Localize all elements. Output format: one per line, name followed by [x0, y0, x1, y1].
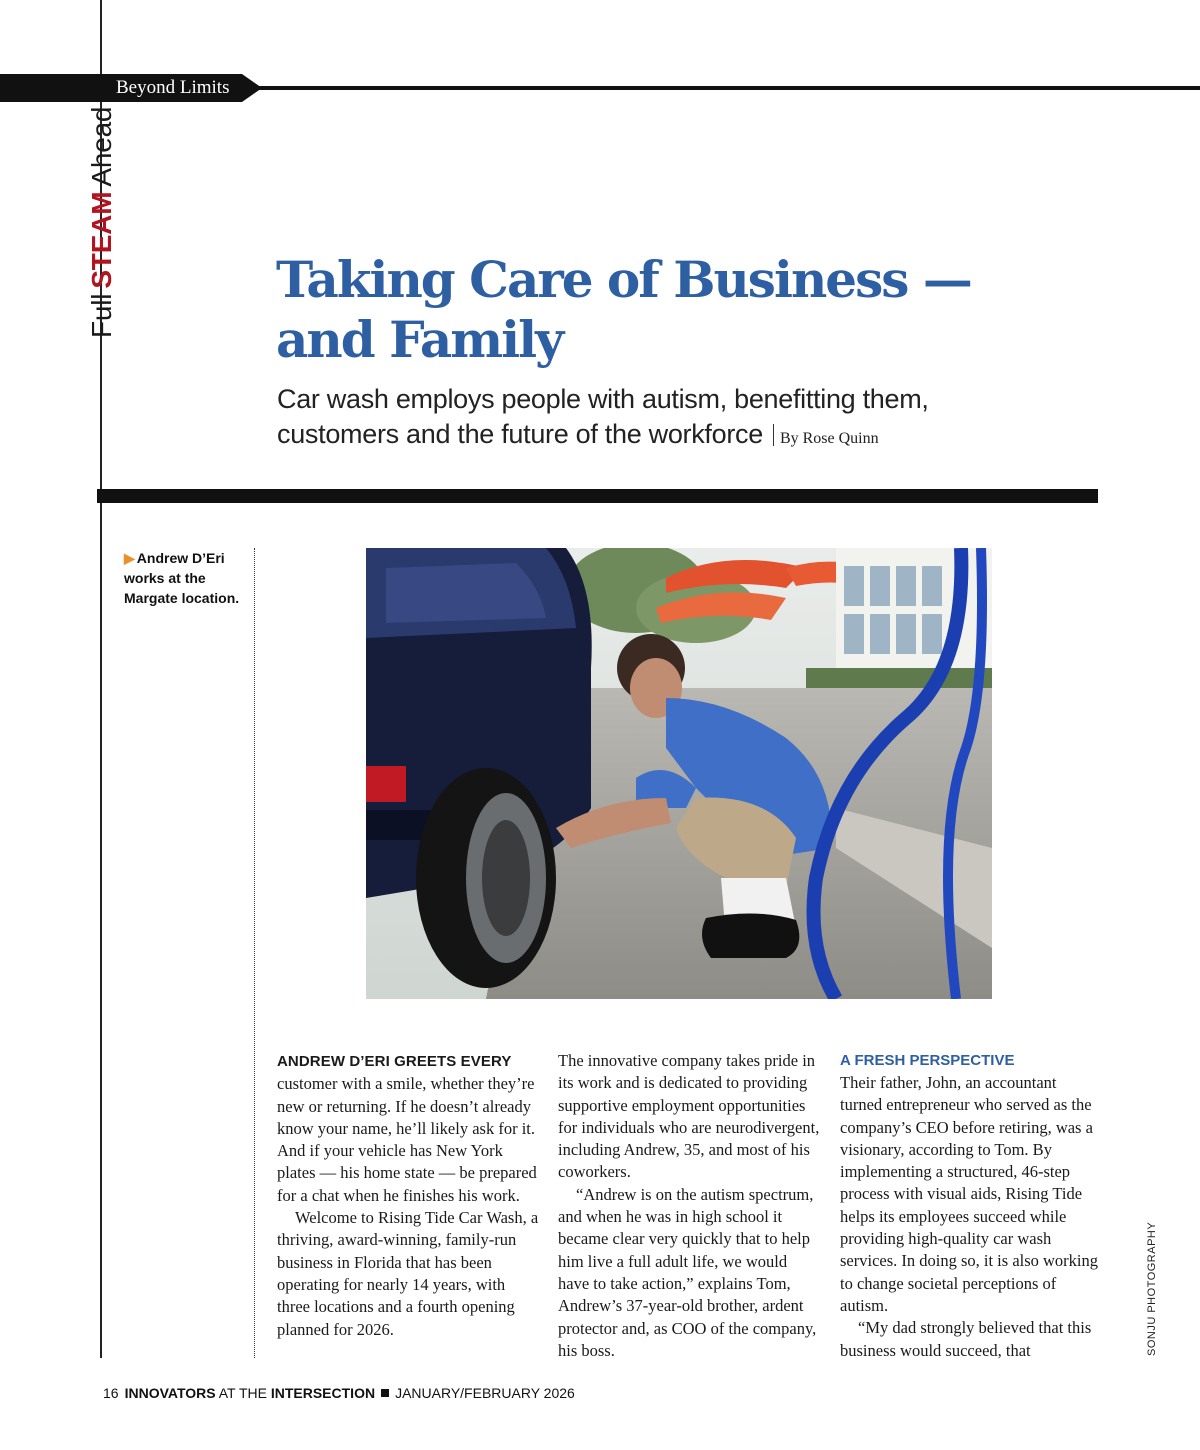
col2-paragraph-2: “Andrew is on the autism spectrum, and when he was in high school it became clear very quickly that to help him live a full adult life, we would have to take action,” explains Tom, Andrew’s 37-year-old brother, ardent protector and, as COO of the company, his boss.: [558, 1184, 817, 1360]
issue-date: JANUARY/FEBRUARY 2026: [395, 1385, 575, 1401]
byline: By Rose Quinn: [779, 430, 879, 447]
headline-divider: [97, 489, 1098, 503]
caption-line-2: works at the: [124, 570, 206, 586]
article-photo: [366, 548, 992, 999]
caption-line-1-text: Andrew D’Eri: [136, 550, 225, 566]
publication-name-part-2: AT THE: [218, 1385, 267, 1401]
photo-credit: SONJU PHOTOGRAPHY: [1146, 1221, 1158, 1356]
caption-line-1: [124, 548, 249, 568]
vertical-title-prefix: Full: [86, 293, 117, 338]
article-deck: [277, 382, 1037, 456]
caption-line-3: Margate location.: [124, 590, 240, 606]
col2-paragraph-1: The innovative company takes pride in its work and is dedicated to providing supportive employment opportunities for individuals who are neurodivergent, including Andrew, 35, and most of his coworkers.: [558, 1051, 820, 1182]
photo-caption: [124, 548, 249, 608]
lead-in-caps: ANDREW D’ERI GREETS EVERY: [277, 1053, 512, 1070]
headline-line-2: and Family: [276, 310, 563, 369]
section-subhead: A FRESH PERSPECTIVE: [840, 1052, 1015, 1069]
body-column-1: [277, 1050, 539, 1341]
body-column-3: [840, 1050, 1102, 1362]
footer-square-icon: [381, 1389, 389, 1397]
col1-paragraph-2: Welcome to Rising Tide Car Wash, a thriving, award-winning, family-run business in Florida that has been operating for nearly 14 years, with three locations and a fourth opening planned for 2026.: [277, 1208, 539, 1339]
vertical-title-suffix: Ahead: [86, 106, 117, 187]
body-column-2: [558, 1050, 820, 1362]
publication-name-part-1: INNOVATORS: [124, 1385, 216, 1401]
page-number: 16: [103, 1385, 119, 1401]
col3-paragraph-2: “My dad strongly believed that this business would succeed, that: [840, 1318, 1092, 1360]
col3-paragraph-1: Their father, John, an accountant turned entrepreneur who served as the company’s CEO before retiring, was a visionary, according to Tom. By implementing a structured, 46-step process with visual aids, Rising Tide helps its employees succeed while providing high-quality car wash services. In doing so, it is also working to change societal perceptions of autism.: [840, 1073, 1099, 1315]
col1-paragraph-1: [277, 1050, 539, 1207]
deck-line-1: Car wash employs people with autism, benefitting them,: [277, 384, 929, 414]
section-label: Beyond Limits: [116, 77, 230, 98]
vertical-title-highlight: STEAM: [86, 191, 117, 289]
vertical-section-title: [87, 107, 117, 338]
col1-paragraph-1-text: customer with a smile, whether they’re new or returning. If he doesn’t already know your name, he’ll likely ask for it. And if your vehicle has New York plates — his home state — be prepared for a chat when he finishes his work.: [277, 1074, 537, 1205]
caption-dotted-rule: [254, 548, 255, 1358]
headline-line-1: Taking Care of Business —: [276, 250, 971, 309]
caption-arrow-icon: ▶: [124, 550, 135, 566]
publication-name-part-3: INTERSECTION: [270, 1385, 376, 1401]
deck-line-2: [277, 417, 1037, 456]
photo-illustration: [366, 548, 992, 999]
byline-separator: [773, 424, 774, 446]
article-headline: [276, 250, 1036, 370]
deck-line-2-text: customers and the future of the workforce: [277, 419, 763, 449]
page-footer: [103, 1385, 575, 1401]
